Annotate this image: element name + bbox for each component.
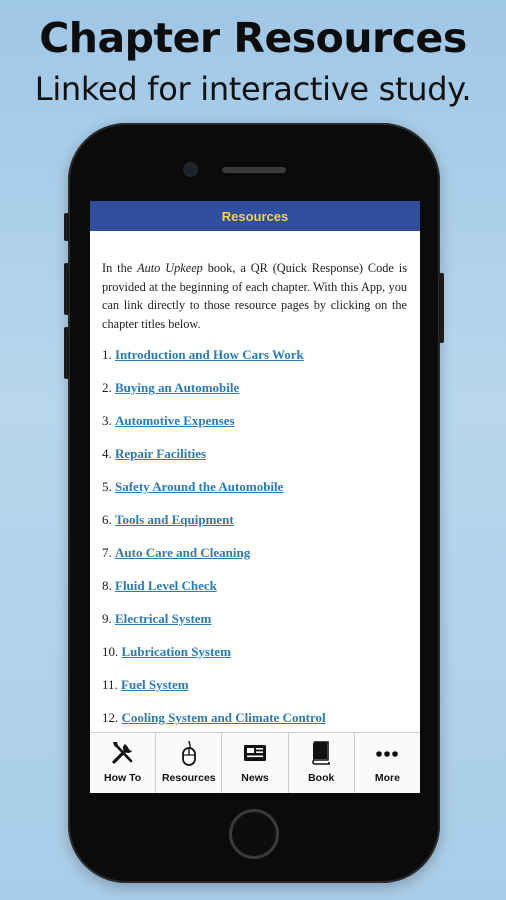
earpiece-speaker bbox=[222, 167, 286, 173]
volume-down-button bbox=[64, 327, 69, 379]
tools-icon bbox=[109, 739, 137, 767]
home-button[interactable] bbox=[229, 809, 279, 859]
chapter-link[interactable]: Fuel System bbox=[121, 677, 189, 692]
chapter-item-7[interactable]: 7. Auto Care and Cleaning bbox=[102, 545, 251, 560]
chapter-item-12[interactable]: 12. Cooling System and Climate Control bbox=[102, 710, 326, 725]
power-button bbox=[439, 273, 444, 343]
chapter-link[interactable]: Auto Care and Cleaning bbox=[115, 545, 251, 560]
front-camera bbox=[185, 164, 196, 175]
tab-how-to[interactable]: How To bbox=[90, 733, 156, 793]
mouse-icon bbox=[175, 739, 203, 767]
chapter-item-6[interactable]: 6. Tools and Equipment bbox=[102, 512, 234, 527]
book-title: Auto Upkeep bbox=[137, 261, 203, 275]
chapter-item-9[interactable]: 9. Electrical System bbox=[102, 611, 212, 626]
mute-switch bbox=[64, 213, 69, 241]
promo-headline: Chapter Resources bbox=[39, 14, 467, 62]
resources-content[interactable] bbox=[90, 231, 420, 743]
chapter-item-3[interactable]: 3. Automotive Expenses bbox=[102, 413, 235, 428]
nav-title: Resources bbox=[221, 208, 289, 224]
chapter-item-1[interactable]: 1. Introduction and How Cars Work bbox=[102, 347, 304, 362]
promo-subhead: Linked for interactive study. bbox=[34, 70, 472, 108]
chapter-link[interactable]: Lubrication System bbox=[121, 644, 231, 659]
volume-up-button bbox=[64, 263, 69, 315]
chapter-item-8[interactable]: 8. Fluid Level Check bbox=[102, 578, 217, 593]
chapter-item-4[interactable]: 4. Repair Facilities bbox=[102, 446, 207, 461]
chapter-link[interactable]: Tools and Equipment bbox=[115, 512, 234, 527]
app-screen bbox=[90, 201, 420, 793]
nav-bar bbox=[90, 201, 420, 231]
chapter-link[interactable]: Electrical System bbox=[115, 611, 212, 626]
intro-paragraph: In the Auto Upkeep book, a QR (Quick Response) Code is provided at the beginning of each chapter. With this App, you can link directly to those resource pages by clicking on the chapter titles below. bbox=[102, 261, 407, 331]
chapter-item-10[interactable]: 10. Lubrication System bbox=[102, 644, 231, 659]
chapter-link[interactable]: Buying an Automobile bbox=[115, 380, 240, 395]
chapter-link[interactable]: Cooling System and Climate Control bbox=[121, 710, 326, 725]
chapter-link[interactable]: Introduction and How Cars Work bbox=[115, 347, 304, 362]
chapter-link[interactable]: Safety Around the Automobile bbox=[115, 479, 284, 494]
chapter-link[interactable]: Fluid Level Check bbox=[115, 578, 217, 593]
phone-frame bbox=[68, 123, 440, 883]
tab-more[interactable]: More bbox=[355, 733, 420, 793]
book-icon bbox=[307, 739, 335, 767]
chapter-item-5[interactable]: 5. Safety Around the Automobile bbox=[102, 479, 284, 494]
more-dots-icon bbox=[373, 739, 401, 767]
tab-resources[interactable]: Resources bbox=[156, 733, 222, 793]
tab-bar bbox=[90, 732, 420, 793]
chapter-link[interactable]: Repair Facilities bbox=[115, 446, 207, 461]
news-icon bbox=[241, 739, 269, 767]
chapter-link[interactable]: Automotive Expenses bbox=[115, 413, 235, 428]
tab-news[interactable]: News bbox=[222, 733, 288, 793]
tab-book[interactable]: Book bbox=[289, 733, 355, 793]
chapter-item-11[interactable]: 11. Fuel System bbox=[102, 677, 189, 692]
chapter-item-2[interactable]: 2. Buying an Automobile bbox=[102, 380, 240, 395]
